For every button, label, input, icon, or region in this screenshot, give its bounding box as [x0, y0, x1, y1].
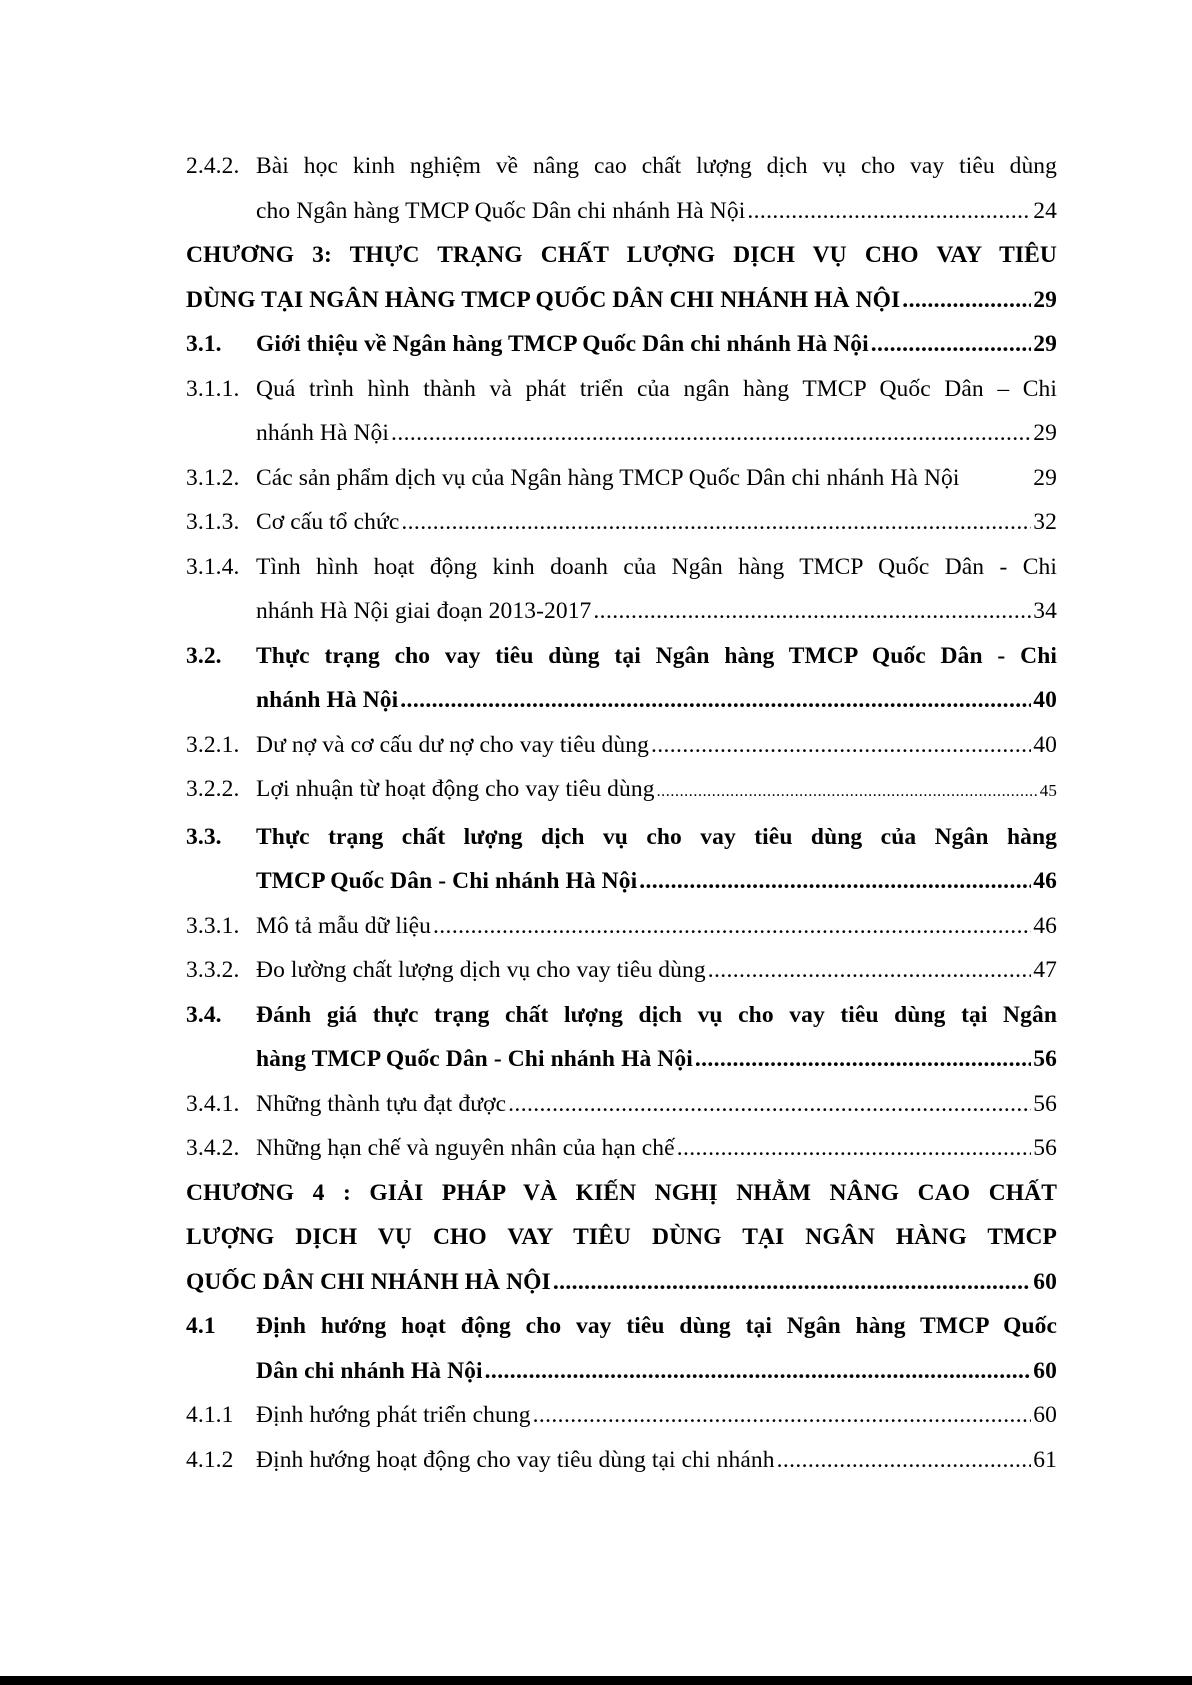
chapter-title-line: LƯỢNG DỊCH VỤ CHO VAY TIÊU DÙNG TẠI NGÂN HÀNG TMCP — [186, 1224, 1057, 1250]
toc-dot-leader — [777, 1438, 1032, 1483]
toc-dot-leader — [401, 500, 1031, 545]
toc-entry-title-continued: hàng TMCP Quốc Dân - Chi nhánh Hà Nội — [256, 1046, 693, 1072]
toc-entry-number: 4.1 — [186, 1313, 216, 1339]
toc-entry[interactable] — [186, 634, 1057, 723]
toc-page-number: 40 — [1033, 731, 1057, 758]
toc-entry-title: Những thành tựu đạt được — [256, 1090, 507, 1117]
toc-entry-title: Lợi nhuận từ hoạt động cho vay tiêu dùng — [256, 776, 655, 802]
toc-entry-title: Tình hình hoạt động kinh doanh của Ngân hàng TMCP Quốc Dân - Chi — [256, 553, 1057, 580]
toc-entry-title: Thực trạng cho vay tiêu dùng tại Ngân hàng TMCP Quốc Dân - Chi — [256, 642, 1057, 669]
toc-dot-leader — [651, 723, 1031, 768]
toc-entry-title-continued: nhánh Hà Nội — [256, 420, 390, 446]
toc-entry-number: 3.4.2. — [186, 1135, 240, 1161]
chapter-title-line: QUỐC DÂN CHI NHÁNH HÀ NỘI — [186, 1268, 551, 1295]
toc-entry-title-continued: nhánh Hà Nội giai đoạn 2013-2017 — [256, 598, 592, 624]
toc-dot-leader — [708, 948, 1032, 993]
toc-entry[interactable] — [186, 367, 1057, 456]
toc-entry[interactable] — [186, 904, 1057, 949]
toc-entry-title: Dư nợ và cơ cấu dư nợ cho vay tiêu dùng — [256, 731, 649, 758]
table-of-contents — [186, 144, 1057, 1482]
toc-page-number: 40 — [1033, 687, 1057, 713]
toc-entry-title-continued: nhánh Hà Nội — [256, 687, 399, 713]
toc-page-number: 29 — [1033, 464, 1057, 491]
toc-entry[interactable] — [186, 1393, 1057, 1438]
toc-entry-title: Những hạn chế và nguyên nhân của hạn chế — [256, 1135, 675, 1161]
toc-dot-leader — [485, 1349, 1032, 1394]
toc-entry-number: 3.4. — [186, 1001, 222, 1028]
toc-entry-title-continued: TMCP Quốc Dân - Chi nhánh Hà Nội — [256, 868, 638, 894]
toc-entry-number: 3.1.2. — [186, 464, 240, 491]
toc-entry-number: 3.1. — [186, 331, 222, 357]
toc-entry-title: Thực trạng chất lượng dịch vụ cho vay tiêu dùng của Ngân hàng — [256, 823, 1057, 850]
toc-entry[interactable] — [186, 1304, 1057, 1393]
toc-dot-leader — [508, 1082, 1031, 1127]
toc-page-number: 29 — [1033, 286, 1057, 313]
toc-entry[interactable] — [186, 144, 1057, 233]
toc-dot-leader — [695, 1037, 1031, 1082]
toc-entry-title: Bài học kinh nghiệm về nâng cao chất lượng dịch vụ cho vay tiêu dùng — [256, 153, 1057, 179]
toc-dot-leader — [902, 278, 1031, 323]
toc-entry-number: 4.1.2 — [186, 1446, 234, 1473]
toc-entry-number: 3.4.1. — [186, 1090, 240, 1117]
toc-page-number: 60 — [1033, 1268, 1057, 1295]
toc-chapter-heading[interactable] — [186, 233, 1057, 322]
toc-page-number: 56 — [1033, 1135, 1057, 1161]
toc-entry[interactable] — [186, 723, 1057, 768]
toc-entry-number: 3.1.1. — [186, 375, 240, 402]
toc-entry-number: 3.3.2. — [186, 957, 240, 983]
toc-page-number: 32 — [1033, 509, 1057, 535]
toc-entry-title: Cơ cấu tổ chức — [256, 509, 400, 535]
toc-entry-title: Giới thiệu về Ngân hàng TMCP Quốc Dân chi nhánh Hà Nội — [256, 331, 869, 357]
toc-entry[interactable] — [186, 815, 1057, 904]
chapter-title-line: CHƯƠNG 3: THỰC TRẠNG CHẤT LƯỢNG DỊCH VỤ CHO VAY TIÊU — [186, 242, 1057, 268]
toc-dot-leader — [677, 1126, 1032, 1171]
chapter-title-line: CHƯƠNG 4 : GIẢI PHÁP VÀ KIẾN NGHỊ NHẰM NÂNG CAO CHẤT — [186, 1179, 1057, 1206]
toc-dot-leader — [553, 1260, 1031, 1305]
toc-page-number: 60 — [1033, 1402, 1057, 1428]
toc-entry[interactable] — [186, 948, 1057, 993]
toc-page-number: 45 — [1039, 781, 1057, 800]
toc-entry[interactable] — [186, 1438, 1057, 1483]
toc-entry-title: Định hướng hoạt động cho vay tiêu dùng tại chi nhánh — [256, 1446, 775, 1473]
toc-chapter-heading[interactable] — [186, 1171, 1057, 1305]
toc-dot-leader — [871, 322, 1032, 367]
toc-page-number: 56 — [1033, 1090, 1057, 1117]
toc-entry[interactable] — [186, 993, 1057, 1082]
toc-entry[interactable] — [186, 545, 1057, 634]
toc-entry-number: 3.3.1. — [186, 912, 240, 939]
toc-dot-leader — [400, 678, 1031, 723]
toc-dot-leader — [533, 1393, 1032, 1438]
toc-page-number: 29 — [1033, 331, 1057, 357]
toc-entry[interactable] — [186, 1082, 1057, 1127]
toc-dot-leader — [593, 589, 1031, 634]
toc-entry-number: 3.1.4. — [186, 553, 240, 580]
toc-dot-leader — [433, 904, 1031, 949]
toc-entry-title: Các sản phẩm dịch vụ của Ngân hàng TMCP Quốc Dân chi nhánh Hà Nội — [256, 464, 960, 491]
toc-entry-number: 4.1.1 — [186, 1402, 234, 1428]
toc-entry[interactable] — [186, 456, 1057, 501]
toc-entry-number: 3.2.2. — [186, 776, 240, 802]
toc-page-number: 46 — [1033, 912, 1057, 939]
toc-entry-title: Định hướng phát triển chung — [256, 1402, 531, 1428]
toc-entry-title: Quá trình hình thành và phát triển của ngân hàng TMCP Quốc Dân – Chi — [256, 375, 1057, 402]
toc-entry-number: 3.2. — [186, 642, 222, 669]
toc-entry-title: Định hướng hoạt động cho vay tiêu dùng tại Ngân hàng TMCP Quốc — [256, 1313, 1057, 1339]
toc-entry-number: 2.4.2. — [186, 153, 240, 179]
toc-dot-leader — [639, 859, 1031, 904]
toc-dot-leader — [747, 189, 1031, 234]
toc-page-number: 60 — [1033, 1357, 1057, 1384]
toc-page-number: 34 — [1033, 598, 1057, 624]
toc-entry-title-continued: Dân chi nhánh Hà Nội — [256, 1357, 483, 1384]
chapter-title-line: DÙNG TẠI NGÂN HÀNG TMCP QUỐC DÂN CHI NHÁNH HÀ NỘI — [186, 286, 901, 313]
toc-entry[interactable] — [186, 1126, 1057, 1171]
toc-entry-number: 3.1.3. — [186, 509, 240, 535]
toc-entry[interactable] — [186, 500, 1057, 545]
toc-entry-number: 3.2.1. — [186, 731, 240, 758]
toc-dot-leader — [391, 411, 1031, 456]
toc-page-number: 56 — [1033, 1046, 1057, 1072]
toc-entry-title-continued: cho Ngân hàng TMCP Quốc Dân chi nhánh Hà Nội — [256, 197, 746, 224]
toc-page-number: 24 — [1033, 197, 1057, 224]
toc-page-number: 46 — [1033, 868, 1057, 894]
toc-page-number: 47 — [1033, 957, 1057, 983]
toc-entry-title: Mô tả mẫu dữ liệu — [256, 912, 431, 939]
toc-page-number: 61 — [1033, 1446, 1057, 1473]
toc-page-number: 29 — [1033, 420, 1057, 446]
toc-entry-title: Đo lường chất lượng dịch vụ cho vay tiêu dùng — [256, 957, 706, 983]
toc-entry-number: 3.3. — [186, 823, 222, 850]
page-bottom-border — [0, 1676, 1192, 1685]
toc-entry[interactable] — [186, 767, 1057, 815]
toc-dot-leader — [657, 767, 1038, 815]
toc-entry[interactable] — [186, 322, 1057, 367]
toc-entry-title: Đánh giá thực trạng chất lượng dịch vụ cho vay tiêu dùng tại Ngân — [256, 1001, 1057, 1028]
